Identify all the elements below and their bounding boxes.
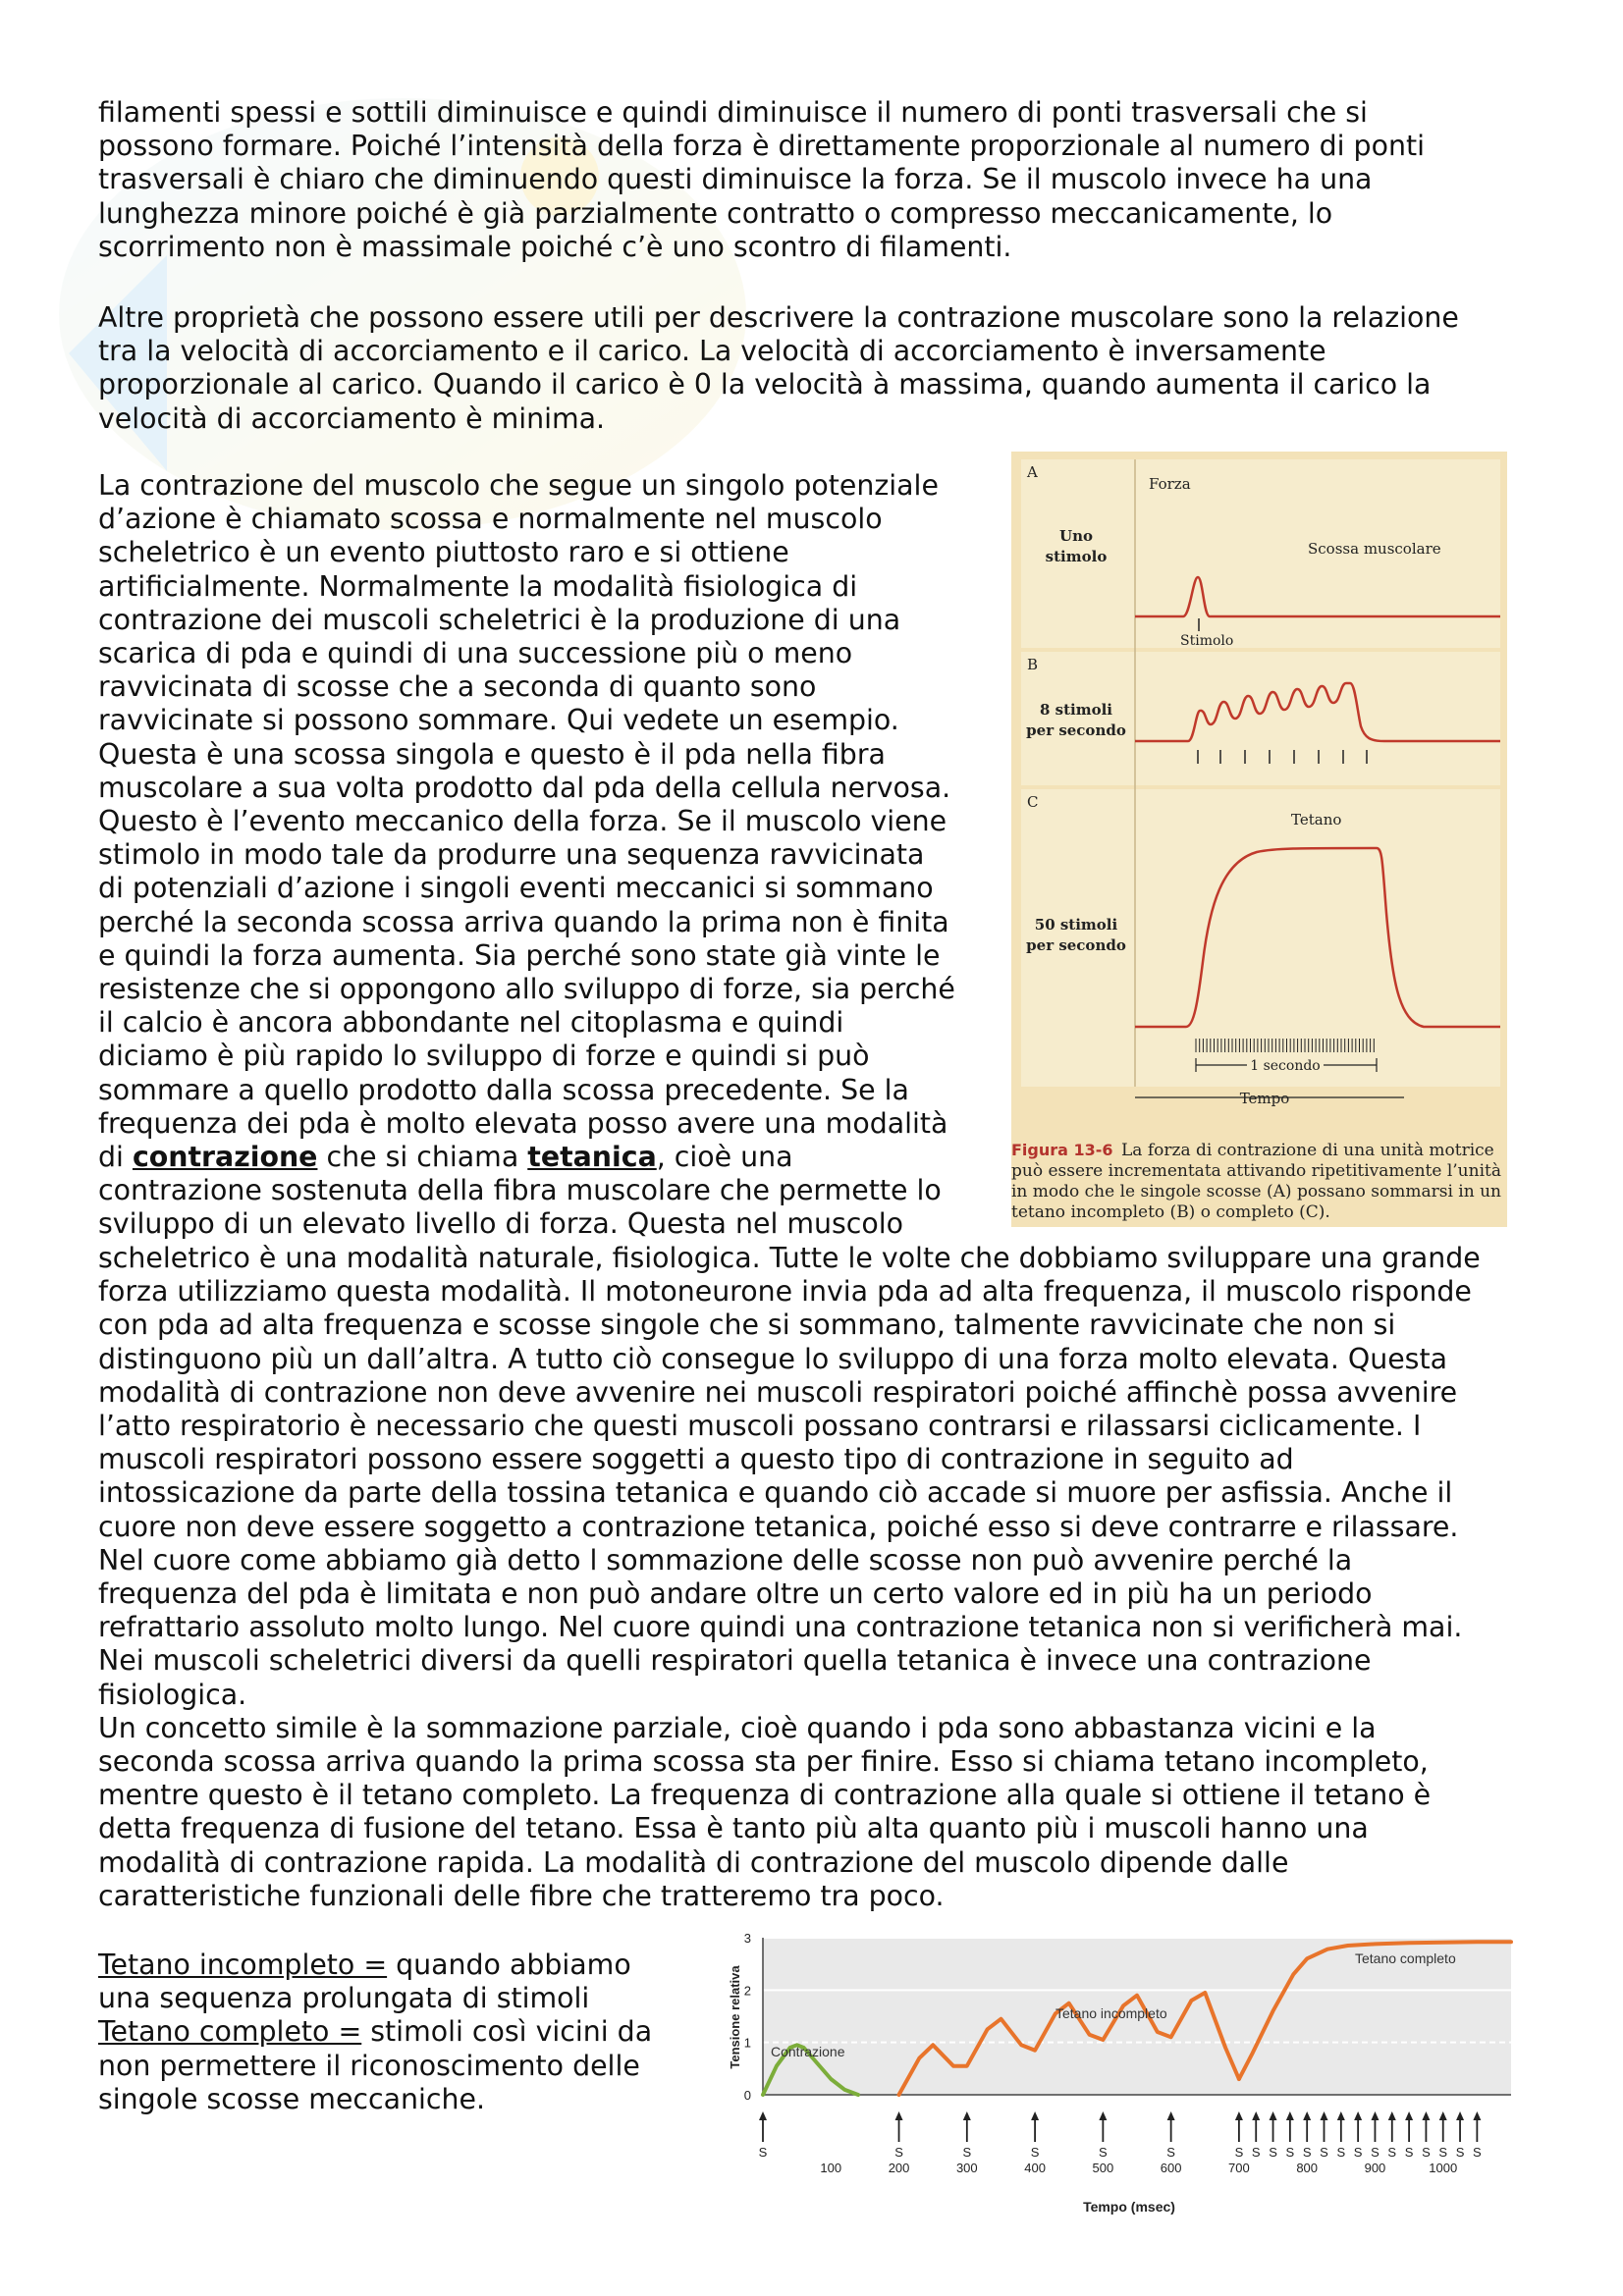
text-line: tra la velocità di accorciamento e il carico. La velocità di accorciamento è inversamente	[98, 335, 1326, 368]
text-line: La contrazione del muscolo che segue un singolo potenziale	[98, 469, 939, 502]
figure-13-6	[1011, 452, 1507, 1227]
stimulus-arrowhead	[1270, 2111, 1277, 2120]
text-line: non permettere il riconoscimento delle	[98, 2049, 640, 2082]
text-line: trasversali è chiaro che diminuendo questi diminuisce la forza. Se il muscolo invece ha una	[98, 163, 1373, 196]
caption-line: La forza di contrazione di una unità motrice	[1121, 1141, 1494, 1160]
stimulus-arrowhead	[1303, 2111, 1311, 2120]
stimulus-label: S	[1166, 2145, 1175, 2160]
text-line: intossicazione da parte della tossina tetanica e quando ciò accade si muore per asfissia. Anche il	[98, 1476, 1453, 1510]
text-line: fisiologica.	[98, 1678, 247, 1711]
stimulus-label: S	[1422, 2145, 1431, 2160]
text-line: una sequenza prolungata di stimoli	[98, 1982, 590, 2015]
stimulus-arrowhead	[963, 2111, 971, 2120]
panel-c-left-label-2: per secondo	[1026, 936, 1126, 954]
paragraph-velocity	[98, 301, 1459, 436]
stimulus-label: S	[1234, 2145, 1244, 2160]
text-line: scheletrico è un evento piuttosto raro e si ottiene	[98, 536, 789, 569]
tension-chart	[722, 1934, 1532, 2228]
x-tick-label: 900	[1364, 2161, 1386, 2175]
text-line: velocità di accorciamento è minima.	[98, 401, 606, 435]
stimulus-arrowhead	[1235, 2111, 1243, 2120]
y-axis-label: Tensione relativa	[728, 1965, 742, 2069]
caption-line: tetano incompleto (B) o completo (C).	[1011, 1202, 1330, 1222]
text-line: ravvicinata di scosse che a seconda di quanto sono	[98, 670, 817, 704]
text-line: possono formare. Poiché l’intensità della forza è direttamente proporzionale al numero di ponti	[98, 130, 1425, 163]
text-line: singole scosse meccaniche.	[98, 2082, 486, 2115]
stimulus-arrowhead	[1167, 2111, 1175, 2120]
y-tick-label: 0	[743, 2088, 751, 2103]
text-line: distinguono più un dall’altra. A tutto ciò consegue lo sviluppo di una forza molto elevata. Questa	[98, 1342, 1447, 1375]
text-line: d’azione è chiamato scossa e normalmente nel muscolo	[98, 503, 883, 536]
text-line: artificialmente. Normalmente la modalità fisiologica di	[98, 569, 858, 603]
panel-c-axis-label: Tempo	[1239, 1090, 1290, 1107]
text-line: e quindi la forza aumenta. Sia perché sono state già vinte le	[98, 938, 941, 972]
panel-a-left-label-1: Uno	[1059, 527, 1093, 545]
text-line: detta frequenza di fusione del tetano. Essa è tanto più alta quanto più i muscoli hanno una	[98, 1812, 1369, 1845]
stimulus-label: S	[1455, 2145, 1465, 2160]
text-line: refrattario assoluto molto lungo. Nel cuore quindi una contrazione tetanica non si verificherà mai.	[98, 1611, 1463, 1644]
stimulus-label: S	[1387, 2145, 1397, 2160]
stimulus-arrowhead	[1286, 2111, 1294, 2120]
term-tetano-incompleto: Tetano incompleto =	[98, 1949, 388, 1981]
stimulus-label: S	[894, 2145, 903, 2160]
stimulus-label: S	[1336, 2145, 1346, 2160]
stimulus-label: S	[1251, 2145, 1261, 2160]
text-line: Questa è una scossa singola e questo è il pda nella fibra	[98, 737, 886, 771]
stimulus-arrowhead	[1031, 2111, 1039, 2120]
stimulus-label: S	[962, 2145, 972, 2160]
term-tetanica: tetanica	[527, 1141, 657, 1174]
text-line: il calcio è ancora abbondante nel citoplasma e quindi	[98, 1006, 844, 1040]
panel-a-letter: A	[1027, 463, 1038, 481]
stimulus-arrowhead	[1473, 2111, 1481, 2120]
x-tick-label: 600	[1160, 2161, 1182, 2175]
stimulus-arrowhead	[1405, 2111, 1413, 2120]
panel-a-force-label: Forza	[1149, 475, 1191, 493]
x-tick-labels	[820, 2161, 1457, 2175]
text-line: Tetano incompleto = quando abbiamo	[98, 1949, 631, 1981]
x-tick-label: 100	[820, 2161, 842, 2175]
caption-title: Figura 13-6	[1011, 1141, 1113, 1159]
stimulus-label: S	[1269, 2145, 1277, 2160]
stimulus-label: S	[1285, 2145, 1295, 2160]
stimulus-arrowhead	[1099, 2111, 1107, 2120]
text-line: frequenza del pda è limitata e non può andare oltre un certo valore ed in più ha un periodo	[98, 1577, 1373, 1611]
x-tick-label: 500	[1092, 2161, 1114, 2175]
text-line: mentre questo è il tetano completo. La frequenza di contrazione alla quale si ottiene il tetano è	[98, 1779, 1432, 1812]
stimulus-label: S	[1404, 2145, 1414, 2160]
stimulus-label: S	[1320, 2145, 1328, 2160]
caption-line: in modo che le singole scosse (A) possano sommarsi in un	[1011, 1182, 1501, 1201]
text-line: scorrimento non è massimale poiché c’è uno scontro di filamenti.	[98, 230, 1012, 263]
paragraph-tetanus	[98, 1242, 1481, 1913]
text-line: scheletrico è una modalità naturale, fisiologica. Tutte le volte che dobbiamo sviluppare una grande	[98, 1242, 1481, 1274]
stimulus-label: S	[1099, 2145, 1108, 2160]
stimulus-label: S	[1030, 2145, 1040, 2160]
text-line: lunghezza minore poiché è già parzialmente contratto o compresso meccanicamente, lo	[98, 196, 1333, 230]
stimulus-arrowhead	[759, 2111, 767, 2120]
text-line: modalità di contrazione rapida. La modalità di contrazione del muscolo dipende dalle	[98, 1845, 1289, 1879]
panel-a-left-label-2: stimolo	[1045, 548, 1108, 565]
text-line: Nei muscoli scheletrici diversi da quelli respiratori quella tetanica è invece una contrazione	[98, 1644, 1372, 1678]
x-tick-label: 800	[1296, 2161, 1319, 2175]
caption-line: può essere incrementata attivando ripetitivamente l’unità	[1011, 1161, 1501, 1181]
text-line: resistenze che si oppongono allo sviluppo di forze, sia perché	[98, 973, 955, 1006]
text-line: con pda ad alta frequenza e scosse singole che si sommano, talmente ravvicinate che non si	[98, 1308, 1396, 1342]
panel-a-stimulus-label: Stimolo	[1180, 633, 1234, 649]
annotation-tetano-completo: Tetano completo	[1355, 1950, 1456, 1966]
text-line: proporzionale al carico. Quando il carico è 0 la velocità à massima, quando aumenta il carico la	[98, 368, 1432, 401]
x-tick-label: 1000	[1429, 2161, 1458, 2175]
text-line: perché la seconda scossa arriva quando la prima non è finita	[98, 905, 949, 938]
text-line: muscolare a sua volta prodotto dal pda della cellula nervosa.	[98, 771, 951, 804]
y-tick-label: 3	[743, 1934, 751, 1946]
paragraph-intro	[98, 96, 1425, 264]
stimulus-arrowhead	[1354, 2111, 1362, 2120]
x-tick-label: 200	[888, 2161, 910, 2175]
text-line: caratteristiche funzionali delle fibre che tratteremo tra poco.	[98, 1879, 945, 1912]
stimulus-label: S	[1353, 2145, 1363, 2160]
panel-a-curve-label: Scossa muscolare	[1308, 540, 1441, 558]
text-line: forza utilizziamo questa modalità. Il motoneurone invia pda ad alta frequenza, il muscolo risponde	[98, 1275, 1472, 1308]
text-line: contrazione dei muscoli scheletrici è la produzione di una	[98, 603, 901, 636]
y-tick-label: 2	[743, 1983, 751, 1999]
stimulus-arrowhead	[1321, 2111, 1328, 2120]
panel-b-left-label-2: per secondo	[1026, 721, 1126, 739]
panel-c-left-label-1: 50 stimoli	[1034, 916, 1118, 934]
text-line: Tetano completo = stimoli così vicini da	[98, 2015, 653, 2049]
paragraph-twitch	[98, 469, 955, 1242]
annotation-contrazione: Contrazione	[771, 2044, 845, 2059]
text-line: contrazione sostenuta della fibra muscolare che permette lo	[98, 1174, 942, 1207]
stimulus-arrowhead	[1388, 2111, 1396, 2120]
x-tick-label: 700	[1228, 2161, 1250, 2175]
stimulus-label: S	[1371, 2145, 1380, 2160]
stimulus-arrows	[759, 2111, 1482, 2160]
stimulus-label: S	[1438, 2145, 1448, 2160]
stimulus-label: S	[758, 2145, 768, 2160]
text-line: Nel cuore come abbiamo già detto l sommazione delle scosse non può avvenire perché la	[98, 1543, 1353, 1576]
term-tetano-completo: Tetano completo =	[98, 2015, 362, 2049]
text-line: l’atto respiratorio è necessario che questi muscoli possano contrarsi e rilassarsi ciclicamente. I	[98, 1410, 1422, 1443]
stimulus-arrowhead	[895, 2111, 903, 2120]
stimulus-arrowhead	[1371, 2111, 1379, 2120]
text-line: Questo è l’evento meccanico della forza. Se il muscolo viene	[98, 805, 947, 838]
stimulus-label: S	[1473, 2145, 1482, 2160]
panel-c-scale-label: 1 secondo	[1250, 1058, 1321, 1074]
text-line: muscoli respiratori possono essere soggetti a questo tipo di contrazione in seguito ad	[98, 1443, 1294, 1476]
definitions-block	[98, 1949, 652, 2116]
text-line: di contrazione che si chiama tetanica, cioè una	[98, 1141, 793, 1174]
stimulus-arrowhead	[1456, 2111, 1464, 2120]
text-line: ravvicinate si possono sommare. Qui vedete un esempio.	[98, 704, 899, 737]
text-line: cuore non deve essere soggetto a contrazione tetanica, poiché esso si deve contrarre e rilassare.	[98, 1510, 1459, 1543]
text-line: scarica di pda e quindi di una successione più o meno	[98, 637, 853, 670]
text-line: di potenziali d’azione i singoli eventi meccanici si sommano	[98, 872, 934, 905]
panel-c-letter: C	[1027, 793, 1039, 811]
text-line: frequenza dei pda è molto elevata posso avere una modalità	[98, 1106, 948, 1140]
annotation-tetano-incompleto: Tetano incompleto	[1055, 2005, 1167, 2021]
y-tick-label: 1	[743, 2035, 751, 2051]
x-axis-label: Tempo (msec)	[1083, 2199, 1175, 2215]
text-line: diciamo è più rapido lo sviluppo di forze e quindi si può	[98, 1040, 870, 1073]
text-line: seconda scossa arriva quando la prima scossa sta per finire. Esso si chiama tetano incompleto,	[98, 1745, 1429, 1779]
panel-b-bg	[1021, 652, 1500, 785]
stimulus-label: S	[1302, 2145, 1312, 2160]
text-line: modalità di contrazione non deve avvenire nei muscoli respiratori poiché affinchè possa avvenire	[98, 1375, 1458, 1409]
panel-c-curve-label: Tetano	[1291, 811, 1342, 828]
text-line: sviluppo di un elevato livello di forza. Questa nel muscolo	[98, 1207, 904, 1241]
text-line: filamenti spessi e sottili diminuisce e quindi diminuisce il numero di ponti trasversali che si	[98, 96, 1368, 129]
figure-13-6-drawing	[1011, 452, 1507, 1227]
panel-b-letter: B	[1027, 656, 1039, 673]
text-line: sommare a quello prodotto dalla scossa precedente. Se la	[98, 1073, 909, 1106]
stimulus-arrowhead	[1337, 2111, 1345, 2120]
text-line: Un concetto simile è la sommazione parziale, cioè quando i pda sono abbastanza vicini e la	[98, 1711, 1377, 1744]
x-tick-label: 300	[955, 2161, 978, 2175]
stimulus-arrowhead	[1439, 2111, 1447, 2120]
stimulus-arrowhead	[1252, 2111, 1260, 2120]
panel-b-left-label-1: 8 stimoli	[1039, 701, 1113, 719]
text-line: Altre proprietà che possono essere utili per descrivere la contrazione muscolare sono la relazione	[98, 301, 1459, 334]
y-tick-labels	[744, 1934, 751, 2103]
stimulus-arrowhead	[1422, 2111, 1430, 2120]
term-contrazione: contrazione	[132, 1141, 318, 1174]
text-line: stimolo in modo tale da produrre una sequenza ravvicinata	[98, 838, 925, 872]
x-tick-label: 400	[1024, 2161, 1046, 2175]
